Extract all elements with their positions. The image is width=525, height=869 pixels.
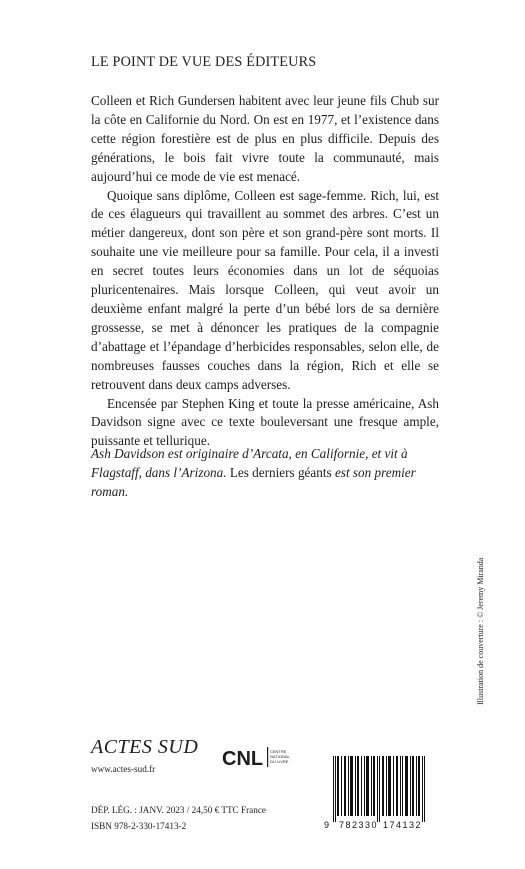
- cnl-logo-text-1: CENTRE: [270, 749, 287, 754]
- synopsis-paragraph-3: Encensée par Stephen King et toute la presse américaine, Ash Davidson signe avec ce texte bouleversant une fresque ample, puissante et tellurique.: [91, 395, 439, 449]
- synopsis: [91, 92, 439, 451]
- cnl-logo-text-2: NATIONAL: [270, 754, 290, 759]
- barcode-digit-first: 9: [324, 820, 330, 830]
- legal-info: [91, 803, 266, 834]
- author-bio: Ash Davidson est originaire d’Arcata, en Californie, et vit à Flagstaff, dans l’Arizona.: [91, 446, 408, 480]
- barcode-digits-right: 174132: [383, 820, 423, 830]
- cnl-logo-divider: [267, 747, 268, 767]
- publisher-logo: ACTES SUD: [91, 736, 199, 758]
- author-note-end: est son premier roman.: [91, 465, 416, 499]
- author-note: [91, 444, 441, 501]
- barcode-bars: [333, 756, 425, 822]
- synopsis-paragraph-1: Colleen et Rich Gundersen habitent avec leur jeune fils Chub sur la côte en Californie du Nord. On est en 1977, et l’existence dans cette région forestière est de plus en plus difficile. Depuis des générations, le bois fait vivre toute la communauté, mais aujourd’hui ce mode de vie est menacé.: [91, 93, 439, 184]
- isbn: ISBN 978-2-330-17413-2: [91, 820, 187, 831]
- cnl-logo-text-3: DU LIVRE: [270, 759, 289, 764]
- cnl-logo: [222, 745, 297, 771]
- cnl-logo-letters: CNL: [222, 748, 264, 770]
- illustration-credit: Illustration de couverture : © Jeremy Miranda: [476, 557, 485, 705]
- publisher-website: www.actes-sud.fr: [91, 764, 156, 774]
- book-title: Les derniers géants: [226, 465, 335, 480]
- barcode-digits-left: 782330: [339, 820, 379, 830]
- legal-deposit: DÉP. LÉG. : JANV. 2023 / 24,50 € TTC France: [91, 805, 266, 815]
- barcode: [324, 756, 436, 834]
- section-heading: LE POINT DE VUE DES ÉDITEURS: [91, 54, 317, 70]
- synopsis-paragraph-2: Quoique sans diplôme, Colleen est sage-femme. Rich, lui, est de ces élagueurs qui travaillent au sommet des arbres. C’est un métier dangereux, dont son père et son grand-père sont morts. Il souhaite une vie meilleure pour sa famille. Pour cela, il a investi en secret toutes leurs économies dans un lot de séquoias pluricentenaires. Mais lorsque Colleen, qui veut avoir un deuxième enfant malgré la perte d’un bébé lors de sa dernière grossesse, se met à dénoncer les pratiques de la compagnie d’abattage et l’épandage d’herbicides responsables, selon elle, de nombreuses fausses couches dans la région, Rich et elle se retrouvent dans deux camps adverses.: [91, 187, 439, 392]
